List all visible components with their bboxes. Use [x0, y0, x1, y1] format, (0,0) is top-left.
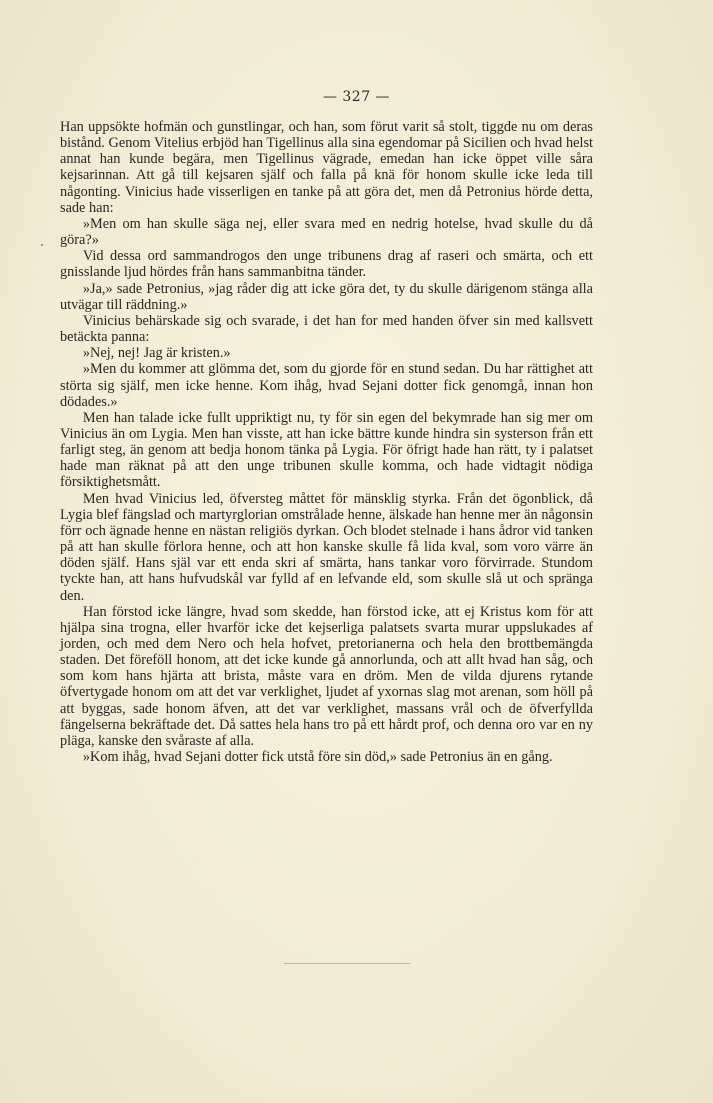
paragraph: Han förstod icke längre, hvad som skedde, han förstod icke, att ej Kristus kom för att hjälpa sina trogna, eller hvarför icke det kejserliga palatsets svarta murar uppslukades af jorden, och med dem Nero och hela hofvet, pretorianerna och hela den brottbemängda staden. Det föreföll honom, att det icke kunde gå annorlunda, och att allt hvad han såg, och som kom hans hjärta att brista, måste vara en dröm. Men de vilda djurens rytande öfvertygade honom om att det var verklighet, ljudet af yxornas slag mot arenan, som höll på att byggas, sade honom äfven, att det var verklighet, massans vrål och de öfverfyllda fängelserna bekräftade det. Då sattes hela hans tro på ett hårdt prof, och denna oro var en ny pläga, kanske den svåraste af alla. — [60, 603, 593, 749]
paragraph: »Men om han skulle säga nej, eller svara med en nedrig hotelse, hvad skulle du då göra?» — [60, 215, 593, 249]
paragraph: »Nej, nej! Jag är kristen.» — [82, 345, 231, 362]
margin-speck — [41, 244, 43, 246]
paragraph: Men hvad Vinicius led, öfversteg måttet för mänsklig styrka. Från det ögonblick, då Lygia blef fängslad och martyrglorian omstrålade henne, älskade han henne mer än någonsin förr och ägnade henne en nästan religiös dyrkan. Och blodet stelnade i hans ådror vid tanken på att han skulle förlora henne, och att hon kanske skulle få lida kval, som voro värre än döden själf. Hans själ var ett enda skri af smärta, hans tankar voro förvirrade. Stundom tyckte han, att hans hufvudskål var fylld af en lefvande eld, som skulle slå ut och spränga den. — [60, 490, 593, 604]
body-text — [60, 119, 593, 765]
page-number: — 327 — — [322, 89, 391, 105]
paragraph: »Ja,» sade Petronius, »jag råder dig att icke göra det, ty du skulle därigenom stänga alla utvägar till räddning.» — [60, 280, 593, 313]
paragraph: Men han talade icke fullt uppriktigt nu, ty för sin egen del bekymrade han sig mer om Vinicius än om Lygia. Men han visste, att han icke bättre kunde hindra sin systerson från ett farligt steg, än genom att bedja honom tänka på Lygia. För öfrigt hade han rätt, ty i palatset hade man räknat på att den unge tribunen skulle komma, och hade vidtagit nödiga försiktighetsmått. — [60, 409, 593, 491]
paragraph: Vid dessa ord sammandrogos den unge tribunens drag af raseri och smärta, och ett gnisslande ljud hördes från hans sammanbitna tänder. — [60, 248, 593, 281]
paragraph: Han uppsökte hofmän och gunstlingar, och han, som förut varit så stolt, tiggde nu om deras bistånd. Genom Vitelius erbjöd han Tigellinus alla sina egendomar på Sicilien och hvad helst annat han kunde begära, men Tigellinus vägrade, emedan han icke öppet ville såra kejsarinnan. Att gå till kejsaren själf och falla på knä för honom skulle icke leda till någonting. Vinicius hade visserligen en tanke på att göra det, men då Petronius hörde detta, sade han: — [60, 119, 593, 216]
paragraph: »Kom ihåg, hvad Sejani dotter fick utstå före sin död,» sade Petronius än en gång. — [82, 749, 553, 766]
paragraph: »Men du kommer att glömma det, som du gjorde för en stund sedan. Du har rättighet att störta sig själf, men icke henne. Kom ihåg, hvad Sejani dotter fick genomgå, innan hon dödades.» — [60, 361, 593, 410]
end-rule — [284, 963, 410, 964]
paragraph: Vinicius behärskade sig och svarade, i det han for med handen öfver sin med kallsvett betäckta panna: — [60, 312, 593, 346]
